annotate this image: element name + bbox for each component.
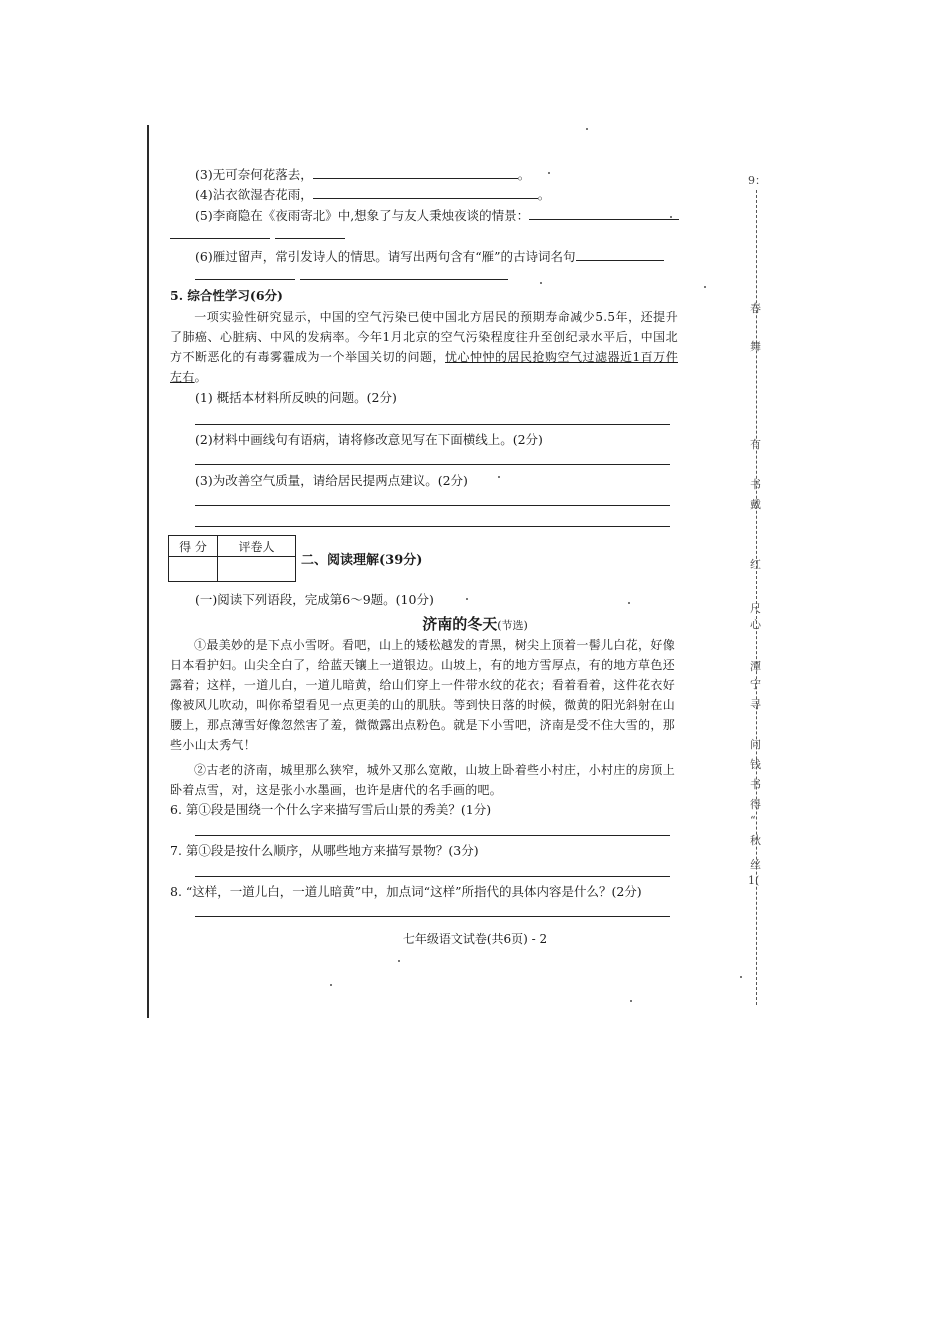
answer-line[interactable] [195,279,295,280]
margin-char: 书 [750,778,761,791]
margin-fragment: 9： [748,174,766,187]
margin-char: 心 [750,618,761,631]
scan-speck [704,286,706,288]
grader-header: 评卷人 [218,536,296,557]
section-5-material: 一项实验性研究显示，中国的空气污染已使中国北方居民的预期寿命减少5.5年，还提升了肺癌、心脏病、中风的发病率。今年1月北京的空气污染程度往升至创纪录水平后，中国北方不断恶化的有毒雾霾成为一个举国关切的问题，忧心忡忡的居民抢购空气过滤器近1百万件左右。 [170,310,678,384]
question-7: 7. 第①段是按什么顺序，从哪些地方来描写景物？(3分) [170,843,479,858]
question-4-6: (6)雁过留声，常引发诗人的情思。请写出两句含有“雁”的古诗词名句 [195,248,664,265]
answer-line[interactable] [195,916,670,917]
page-footer: 七年级语文试卷(共6页) - 2 [402,932,548,946]
reading-subheading: (一)阅读下列语段，完成第6～9题。(10分) [195,592,434,607]
section-5-q1: (1) 概括本材料所反映的问题。(2分) [195,390,397,405]
answer-line[interactable] [195,464,670,465]
score-table [168,535,296,582]
passage-paragraph-1: ①最美妙的是下点小雪呀。看吧，山上的矮松越发的青黑，树尖上顶着一髻儿白花，好像日本看护妇。山尖全白了，给蓝天镶上一道银边。山坡上，有的地方雪厚点，有的地方草色还露着；这样，一道儿白，一道儿暗黄，给山们穿上一件带水纹的花衣；看着看着，这件花衣好像被风儿吹动，叫你希望看见一点更美的山的肌肤。等到快日落的时候，微黄的阳光斜射在山腰上，那点薄雪好像忽然害了羞，微微露出点粉色。就是下小雪吧，济南是受不住大雪的，那些小山太秀气！ [170,638,675,752]
answer-line[interactable] [195,526,670,527]
margin-char: 寻 [750,698,761,711]
margin-char: 得 [750,798,761,811]
answer-blank[interactable] [529,207,679,220]
margin-char: 问 [750,738,761,751]
scan-speck [498,476,500,478]
question-8: 8. “这样，一道儿白，一道儿暗黄”中，加点词“这样”所指代的具体内容是什么？(2分) [170,884,642,899]
section-5-q2: (2)材料中画线句有语病，请将修改意见写在下面横线上。(2分) [195,432,543,447]
scan-speck [466,598,468,600]
answer-blank[interactable] [576,248,664,261]
margin-char: 丝 [750,858,761,871]
answer-line[interactable] [275,238,345,239]
margin-char: 有 [750,438,761,451]
section-5-heading: 5. 综合性学习(6分) [170,288,283,303]
margin-char: 红 [750,558,761,571]
score-cell[interactable] [169,557,218,582]
margin-char: 书 [750,478,761,491]
answer-blank[interactable] [313,186,538,199]
scan-speck [630,1000,632,1002]
margin-char: 1( [748,874,760,887]
scan-speck [330,984,332,986]
answer-line[interactable] [195,835,670,836]
section-2-heading: 二、阅读理解(39分) [301,553,423,568]
left-binding-border [147,125,149,1018]
answer-blank[interactable] [313,166,518,179]
margin-char: 戴 [750,498,761,511]
scan-speck [670,216,672,218]
margin-char: 钱 [750,758,761,771]
scan-speck [586,128,588,130]
underlined-sentence: 忧心忡忡的居民抢购空气过滤器近1百万件左右 [170,350,678,384]
scan-speck [540,282,542,284]
margin-char: 秋 [750,834,761,847]
scan-speck [548,172,550,174]
margin-char: 春 [750,302,761,315]
margin-char: 宁 [750,678,761,691]
answer-line[interactable] [170,238,270,239]
answer-line[interactable] [300,279,508,280]
margin-char: 尺 [750,602,761,615]
answer-line[interactable] [195,505,670,506]
margin-char: 潭 [750,660,761,673]
question-4-3: (3)无可奈何花落去， 。 [195,167,531,182]
answer-line[interactable] [195,424,670,425]
section-5-q3: (3)为改善空气质量，请给居民提两点建议。(2分) [195,473,468,488]
score-header: 得 分 [169,536,218,557]
scan-speck [740,976,742,978]
question-4-5: (5)李商隐在《夜雨寄北》中,想象了与友人秉烛夜谈的情景： [195,207,679,224]
margin-char: “ [750,814,756,827]
passage-title: 济南的冬天(节选) [422,615,528,633]
grader-cell[interactable] [218,557,296,582]
question-6: 6. 第①段是围绕一个什么字来描写雪后山景的秀美？(1分) [170,802,492,817]
question-4-4: (4)沾衣欲湿杏花雨， 。 [195,187,551,202]
margin-char: 舞 [750,340,761,353]
passage-paragraph-2: ②古老的济南，城里那么狭窄，城外又那么宽敞，山坡上卧着些小村庄，小村庄的房顶上卧着点雪，对，这是张小水墨画，也许是唐代的名手画的吧。 [170,763,675,797]
scan-speck [398,960,400,962]
scan-speck [628,602,630,604]
answer-line[interactable] [195,876,670,877]
